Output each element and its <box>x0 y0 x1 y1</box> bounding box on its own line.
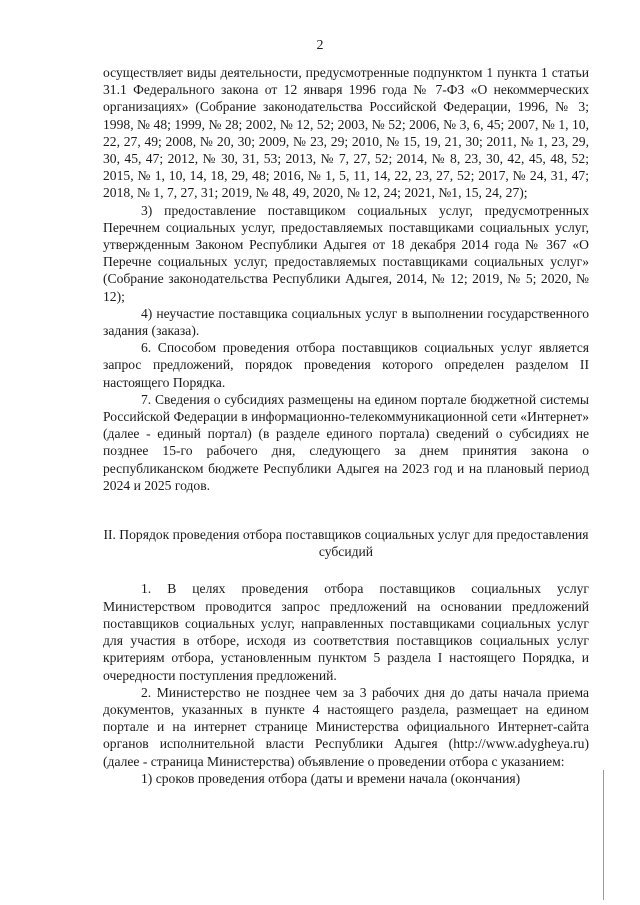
scan-edge-line <box>603 770 604 900</box>
document-body <box>103 64 589 787</box>
section-paragraph-1: 1. В целях проведения отбора поставщиков социальных услуг Министерством проводится запрос предложений на основании предложений поставщиков социальных услуг, направленных поставщиками социальных услуг для участия в отборе, исходя из соответствия поставщиков социальных услуг критериям отбора, установленным пунктом 5 раздела I настоящего Порядка, и очередности поступления предложений. <box>103 581 589 683</box>
paragraph-item-7: 7. Сведения о субсидиях размещены на едином портале бюджетной системы Российской Федерации в информационно-телекоммуникационной сети «Интернет» (далее - единый портал) (в разделе единого портала) сведений о субсидиях не позднее 15-го рабочего дня, следующего за днем принятия закона о республиканском бюджете Республики Адыгея на 2023 год и на плановый период 2024 и 2025 годов. <box>103 391 589 493</box>
section-paragraph-2-subitem-1: 1) сроков проведения отбора (даты и времени начала (окончания) <box>141 770 521 786</box>
paragraph-item-6: 6. Способом проведения отбора поставщиков социальных услуг является запрос предложений, порядок проведения которого определен разделом II настоящего Порядка. <box>103 340 589 390</box>
section-paragraph-2: 2. Министерство не позднее чем за 3 рабочих дня до даты начала приема документов, указанных в пункте 4 настоящего раздела, размещает на едином портале и на интернет странице Министерства официального Интернет-сайта органов исполнительной власти Республики Адыгея (http://www.adygheya.ru) (далее - страница Министерства) объявление о проведении отбора с указанием: <box>103 684 589 769</box>
paragraph-criteria-continuation: осуществляет виды деятельности, предусмотренные подпунктом 1 пункта 1 статьи 31.1 Федерального закона от 12 января 1996 года № 7-ФЗ «О некоммерческих организациях» (Собрание законодательства Российской Федерации, 1996, № 3; 1998, № 48; 1999, № 28; 2002, № 12, 52; 2003, № 52; 2006, № 3, 6, 45; 2007, № 1, 10, 22, 27, 49; 2008, № 20, 30; 2009, № 23, 29; 2010, № 15, 19, 21, 30; 2011, № 1, 23, 29, 30, 45, 47; 2012, № 30, 31, 53; 2013, № 7, 27, 52; 2014, № 8, 23, 30, 42, 45, 48, 52; 2015, № 1, 10, 14, 18, 29, 48; 2016, № 1, 5, 11, 14, 22, 23, 27, 52; 2017, № 24, 31, 47; 2018, № 1, 7, 27, 31; 2019, № 48, 49, 2020, № 12, 24; 2021, №1, 15, 24, 27); <box>103 65 589 201</box>
paragraph-criterion-3: 3) предоставление поставщиком социальных услуг, предусмотренных Перечнем социальных услуг, предоставляемых поставщиками социальных услуг, утвержденным Законом Республики Адыгея от 18 декабря 2014 года № 367 «О Перечне социальных услуг, предоставляемых поставщиками социальных услуг» (Собрание законодательства Республики Адыгея, 2014, № 12; 2019, № 5; 2020, № 12); <box>103 202 589 304</box>
paragraph-criterion-4: 4) неучастие поставщика социальных услуг в выполнении государственного задания (заказа). <box>103 305 589 339</box>
section-heading: II. Порядок проведения отбора поставщиков социальных услуг для предоставления субсидий <box>103 527 589 560</box>
page-number: 2 <box>316 38 324 53</box>
